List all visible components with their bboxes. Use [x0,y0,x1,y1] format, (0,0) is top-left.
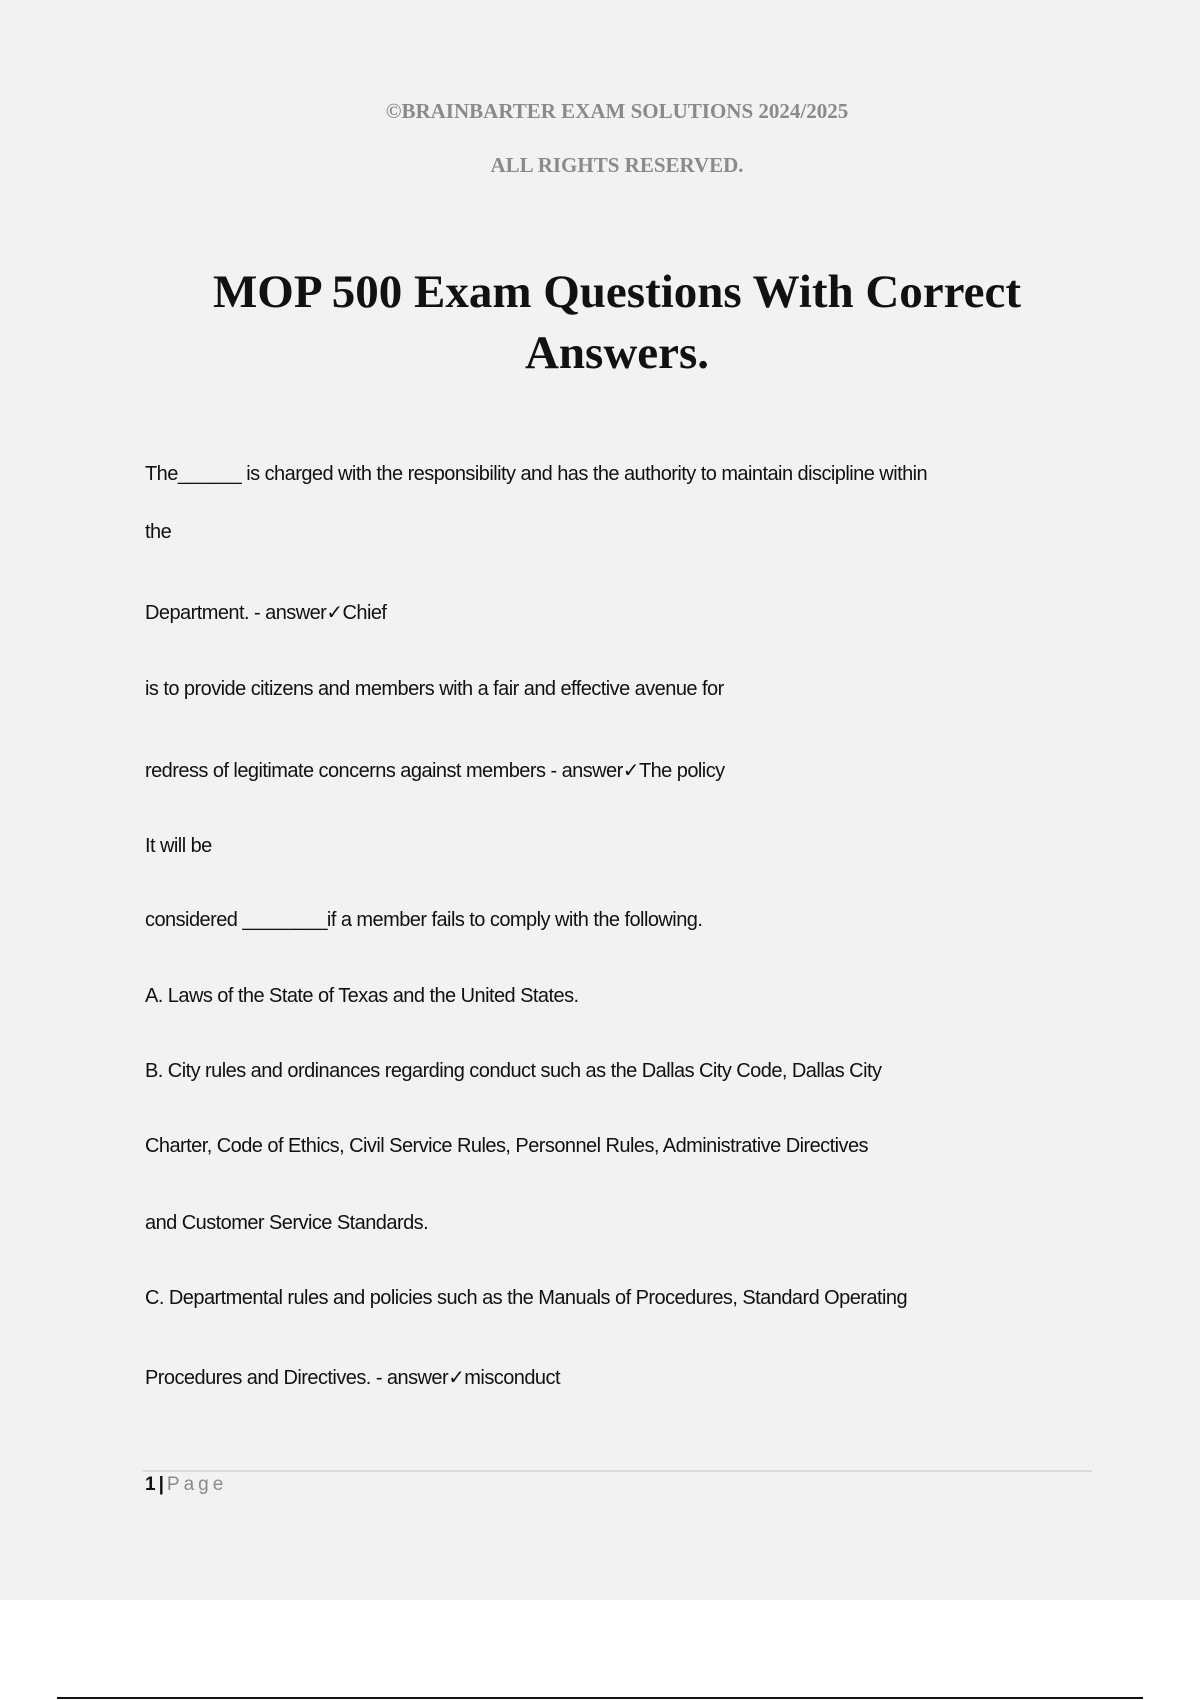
copyright-header: ©BRAINBARTER EXAM SOLUTIONS 2024/2025 [385,99,849,123]
footer-separator: | [158,1474,164,1495]
rights-header: ALL RIGHTS RESERVED. [490,153,744,177]
page-footer [145,1474,227,1496]
document-title: MOP 500 Exam Questions With Correct Answers. [212,266,1022,379]
page-number: 1 [145,1474,156,1495]
text-line: considered ________if a member fails to comply with the following. [145,909,703,931]
text-line: A. Laws of the State of Texas and the United States. [145,985,579,1007]
text-line: Charter, Code of Ethics, Civil Service Rules, Personnel Rules, Administrative Directives [145,1135,869,1157]
footer-divider [143,1470,1092,1472]
text-line: the [145,521,172,543]
text-line: The______ is charged with the responsibility and has the authority to maintain discipline within [145,463,928,485]
text-line: B. City rules and ordinances regarding conduct such as the Dallas City Code, Dallas City [145,1060,882,1082]
text-line: Department. - answer✓Chief [145,602,387,624]
text-line: is to provide citizens and members with a fair and effective avenue for [145,678,724,700]
text-line: It will be [145,835,212,857]
next-page-divider [57,1697,1143,1699]
text-line: and Customer Service Standards. [145,1212,429,1234]
text-line: C. Departmental rules and policies such as the Manuals of Procedures, Standard Operating [145,1287,908,1309]
text-line: redress of legitimate concerns against members - answer✓The policy [145,760,725,782]
page-label: Page [166,1474,228,1495]
text-line: Procedures and Directives. - answer✓misconduct [145,1367,560,1389]
